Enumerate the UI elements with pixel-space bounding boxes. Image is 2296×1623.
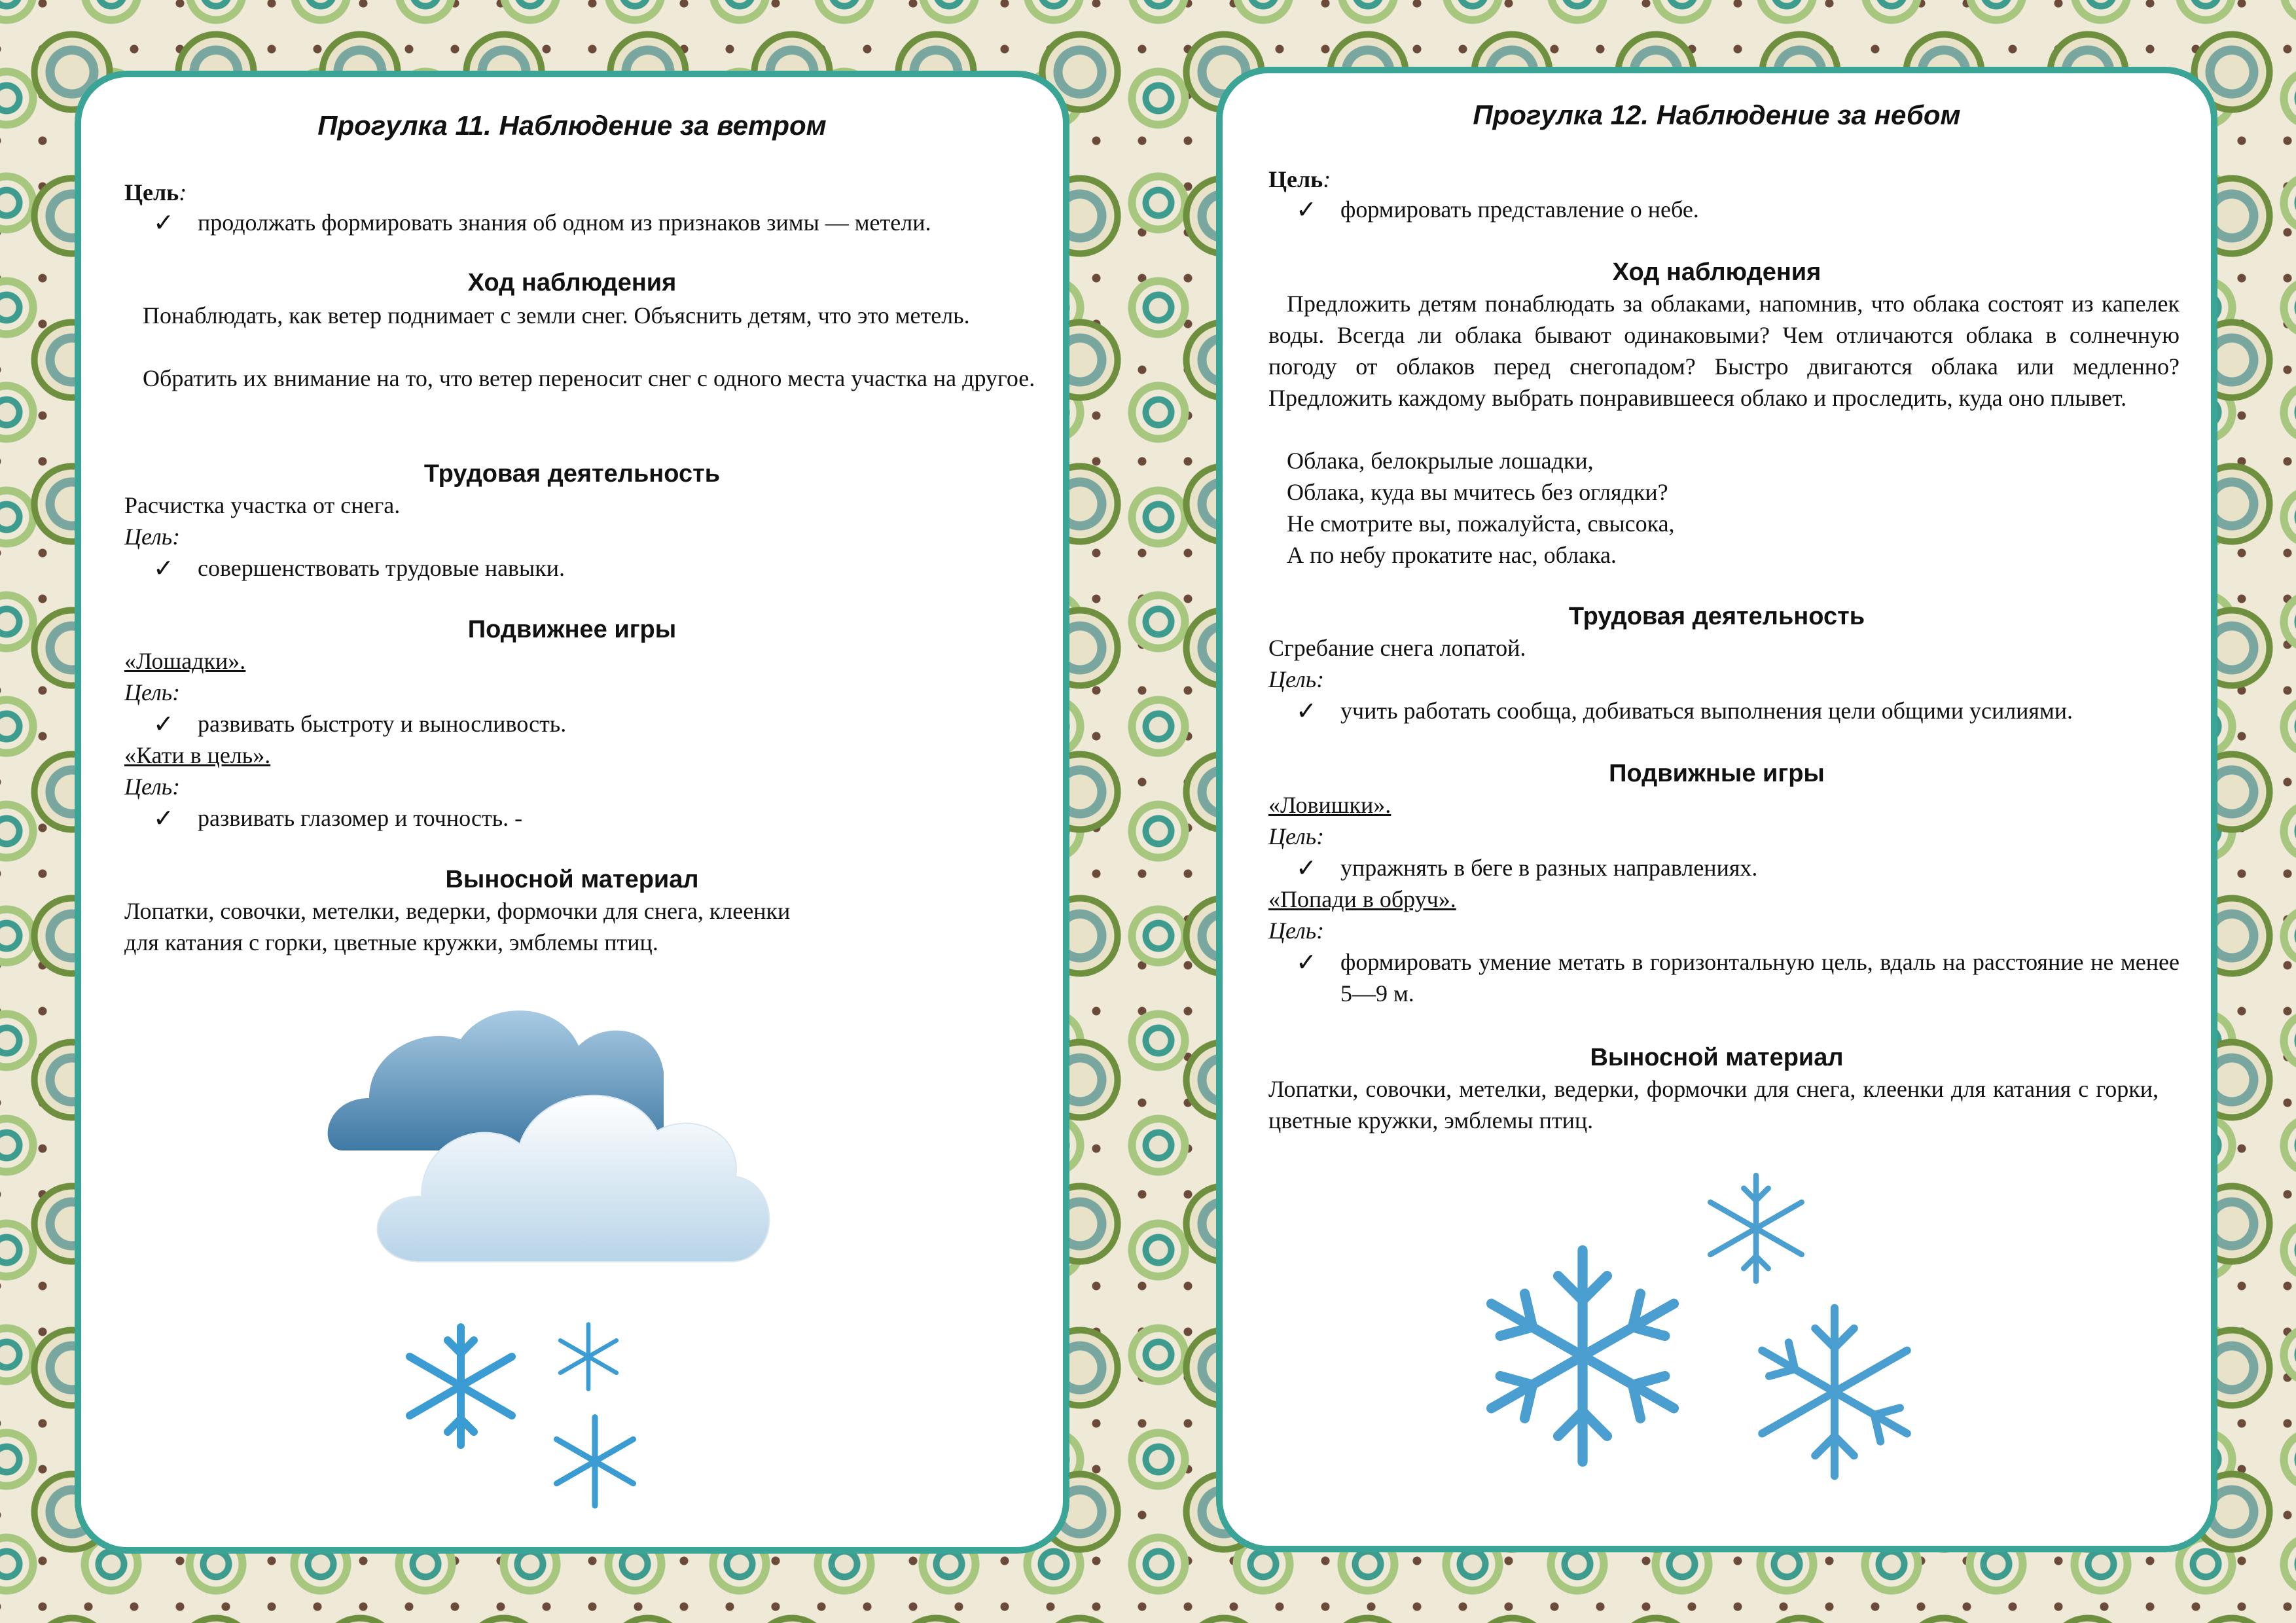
material-line-2: для катания с горки, цветные кружки, эмблемы птиц.: [124, 929, 658, 955]
snowflake-icon: [1746, 1304, 1923, 1480]
observation-paragraph-1: Понаблюдать, как ветер поднимает с земли снег. Объяснить детям, что это метель.: [143, 302, 970, 329]
goal-label: Цель: [124, 179, 179, 205]
snowflake-icon: [395, 1321, 526, 1452]
game-1-goal-label: Цель:: [124, 679, 181, 705]
game-1-name: «Ловишки».: [1268, 792, 1391, 818]
check-icon: ✓: [153, 804, 174, 832]
labor-text: Расчистка участка от снега.: [124, 492, 401, 518]
observation-paragraph-2: Обратить их внимание на то, что ветер переносит снег с одного места участка на другое.: [143, 365, 1035, 391]
labor-goal-label: Цель:: [1268, 666, 1325, 692]
labor-heading: Трудовая деятельность: [423, 460, 721, 488]
labor-goal-item: совершенствовать трудовые навыки.: [198, 555, 565, 581]
game-1-name: «Лошадки».: [124, 648, 246, 674]
material-line-1: Лопатки, совочки, метелки, ведерки, формочки для снега, клеенки: [124, 898, 791, 924]
games-heading: Подвижные игры: [1609, 760, 1825, 787]
page-title: Прогулка 12. Наблюдение за небом: [1473, 99, 1961, 130]
labor-heading: Трудовая деятельность: [1568, 603, 1865, 630]
labor-goal-item: учить работать сообща, добиваться выполнения цели общими усилиями.: [1340, 698, 2073, 724]
goal-colon: :: [1323, 166, 1331, 192]
goal-item: формировать представление о небе.: [1340, 196, 1699, 223]
poem-line-2: Облака, куда вы мчитесь без оглядки?: [1287, 479, 1668, 505]
goal-label-line: [1268, 164, 1331, 195]
poem-line-1: Облака, белокрылые лошадки,: [1287, 448, 1594, 474]
goal-colon: :: [179, 179, 187, 205]
game-2-name: «Кати в цель».: [124, 742, 271, 768]
check-icon: ✓: [1296, 853, 1317, 882]
game-2-goal-item: формировать умение метать в горизонтальную цель, вдаль на расстояние не менее 5—9 м.: [1340, 949, 2179, 1007]
check-icon: ✓: [153, 554, 174, 582]
snowflake-icon: [546, 1412, 644, 1510]
right-page-card: [1216, 67, 2217, 1552]
game-2-goal-label: Цель:: [1268, 918, 1325, 944]
snowflake-icon: [1700, 1173, 1812, 1284]
snowflake-icon: [1471, 1245, 1694, 1467]
game-1-goal-item: развивать быстроту и выносливость.: [198, 711, 567, 737]
game-1-goal-item: упражнять в беге в разных направлениях.: [1340, 855, 1758, 881]
game-2-goal-item: развивать глазомер и точность. -: [198, 805, 523, 831]
observation-heading: Ход наблюдения: [1612, 259, 1821, 286]
goal-item: продолжать формировать знания об одном из признаков зимы — метели.: [198, 209, 931, 236]
observation-paragraph: Предложить детям понаблюдать за облаками, напомнив, что облака состоят из капелек воды. Всегда ли облака бывают одинаковыми? Чем отличаются облака в солнечную погоду от облаков перед снегопадом? Быстро двигаются облака или медленно? Предложить каждому выбрать понравившееся облако и проследить, куда оно плывет.: [1268, 291, 2179, 411]
check-icon: ✓: [1296, 696, 1317, 725]
goal-label: Цель: [1268, 166, 1323, 192]
snowflake-icon: [552, 1321, 624, 1393]
material-heading: Выносной материал: [445, 866, 699, 893]
check-icon: ✓: [1296, 195, 1317, 224]
poem-line-4: А по небу прокатите нас, облака.: [1287, 542, 1617, 568]
check-icon: ✓: [153, 208, 174, 237]
observation-heading: Ход наблюдения: [467, 269, 677, 296]
labor-goal-label: Цель:: [124, 524, 181, 550]
labor-text: Сгребание снега лопатой.: [1268, 635, 1526, 661]
left-page-card: [75, 71, 1069, 1554]
game-1-goal-label: Цель:: [1268, 823, 1325, 849]
game-2-name: «Попади в обруч».: [1268, 886, 1456, 912]
game-2-goal-label: Цель:: [124, 774, 181, 800]
material-text: Лопатки, совочки, метелки, ведерки, формочки для снега, клеенки для катания с горки, цветные кружки, эмблемы птиц.: [1268, 1076, 2159, 1133]
cloud-icon: [323, 987, 821, 1353]
goal-label-line: [124, 177, 187, 208]
games-heading: Подвижнее игры: [467, 616, 677, 643]
check-icon: ✓: [153, 709, 174, 738]
poem-line-3: Не смотрите вы, пожалуйста, свысока,: [1287, 510, 1675, 537]
material-heading: Выносной материал: [1590, 1044, 1844, 1071]
page-title: Прогулка 11. Наблюдение за ветром: [317, 110, 827, 141]
check-icon: ✓: [1296, 948, 1317, 976]
